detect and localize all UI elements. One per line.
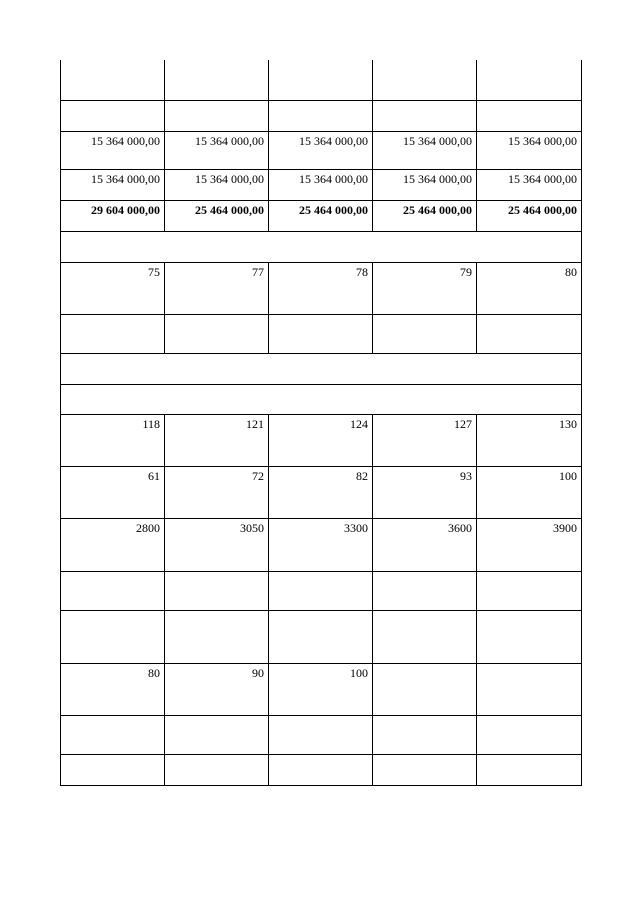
table-cell	[61, 100, 165, 131]
table-cell	[269, 100, 373, 131]
table-cell	[373, 571, 477, 610]
section-row-cell	[61, 353, 582, 384]
table-cell: 78	[269, 262, 373, 314]
data-table-body	[61, 60, 582, 785]
table-row	[61, 200, 582, 231]
table-cell: 2800	[61, 518, 165, 571]
table-row	[61, 100, 582, 131]
table-cell	[477, 715, 582, 754]
table-cell	[269, 610, 373, 663]
table-cell: 79	[373, 262, 477, 314]
table-cell: 15 364 000,00	[373, 169, 477, 200]
table-row	[61, 131, 582, 169]
table-cell: 130	[477, 414, 582, 466]
table-cell	[165, 100, 269, 131]
table-row	[61, 754, 582, 785]
table-cell: 100	[269, 663, 373, 715]
table-cell	[373, 663, 477, 715]
table-row	[61, 169, 582, 200]
table-row	[61, 384, 582, 414]
table-cell: 15 364 000,00	[269, 169, 373, 200]
table-cell: 15 364 000,00	[61, 169, 165, 200]
table-cell: 90	[165, 663, 269, 715]
table-cell	[477, 100, 582, 131]
table-cell	[373, 314, 477, 353]
table-row	[61, 414, 582, 466]
table-cell	[477, 60, 582, 100]
table-cell	[269, 715, 373, 754]
table-cell: 15 364 000,00	[61, 131, 165, 169]
table-cell	[269, 754, 373, 785]
table-row	[61, 231, 582, 262]
table-row	[61, 518, 582, 571]
table-cell	[165, 571, 269, 610]
table-row	[61, 663, 582, 715]
table-cell	[61, 610, 165, 663]
table-cell: 25 464 000,00	[269, 200, 373, 231]
table-cell	[165, 754, 269, 785]
table-cell: 93	[373, 466, 477, 518]
table-cell: 75	[61, 262, 165, 314]
table-cell	[269, 314, 373, 353]
table-cell	[373, 610, 477, 663]
table-cell: 72	[165, 466, 269, 518]
table-cell: 25 464 000,00	[165, 200, 269, 231]
table-cell	[269, 571, 373, 610]
table-cell: 61	[61, 466, 165, 518]
table-cell	[165, 314, 269, 353]
table-cell	[373, 715, 477, 754]
table-row	[61, 60, 582, 100]
table-cell	[373, 60, 477, 100]
table-cell	[477, 571, 582, 610]
table-cell	[165, 715, 269, 754]
table-row	[61, 610, 582, 663]
table-cell: 3300	[269, 518, 373, 571]
data-table	[60, 60, 582, 786]
table-row	[61, 314, 582, 353]
table-row	[61, 353, 582, 384]
table-cell: 124	[269, 414, 373, 466]
table-cell: 100	[477, 466, 582, 518]
table-cell: 121	[165, 414, 269, 466]
table-cell: 80	[477, 262, 582, 314]
table-cell: 3050	[165, 518, 269, 571]
table-row	[61, 466, 582, 518]
table-cell: 15 364 000,00	[269, 131, 373, 169]
table-cell	[61, 60, 165, 100]
table-row	[61, 262, 582, 314]
table-cell	[373, 100, 477, 131]
table-cell: 15 364 000,00	[477, 131, 582, 169]
table-cell: 25 464 000,00	[373, 200, 477, 231]
table-cell	[165, 610, 269, 663]
table-cell	[269, 60, 373, 100]
table-cell: 127	[373, 414, 477, 466]
table-cell: 25 464 000,00	[477, 200, 582, 231]
table-cell: 29 604 000,00	[61, 200, 165, 231]
table-cell: 15 364 000,00	[477, 169, 582, 200]
table-cell	[477, 663, 582, 715]
section-row-cell	[61, 384, 582, 414]
table-cell: 118	[61, 414, 165, 466]
table-cell	[61, 754, 165, 785]
table-cell: 15 364 000,00	[165, 169, 269, 200]
table-cell	[61, 571, 165, 610]
table-cell: 15 364 000,00	[373, 131, 477, 169]
table-row	[61, 571, 582, 610]
table-cell	[61, 314, 165, 353]
table-cell: 15 364 000,00	[165, 131, 269, 169]
table-cell	[61, 715, 165, 754]
table-row	[61, 715, 582, 754]
table-cell	[373, 754, 477, 785]
table-cell: 3600	[373, 518, 477, 571]
table-cell: 3900	[477, 518, 582, 571]
section-row-cell	[61, 231, 582, 262]
table-cell: 80	[61, 663, 165, 715]
table-cell	[165, 60, 269, 100]
table-cell: 82	[269, 466, 373, 518]
table-cell	[477, 314, 582, 353]
table-cell	[477, 610, 582, 663]
table-cell	[477, 754, 582, 785]
table-cell: 77	[165, 262, 269, 314]
